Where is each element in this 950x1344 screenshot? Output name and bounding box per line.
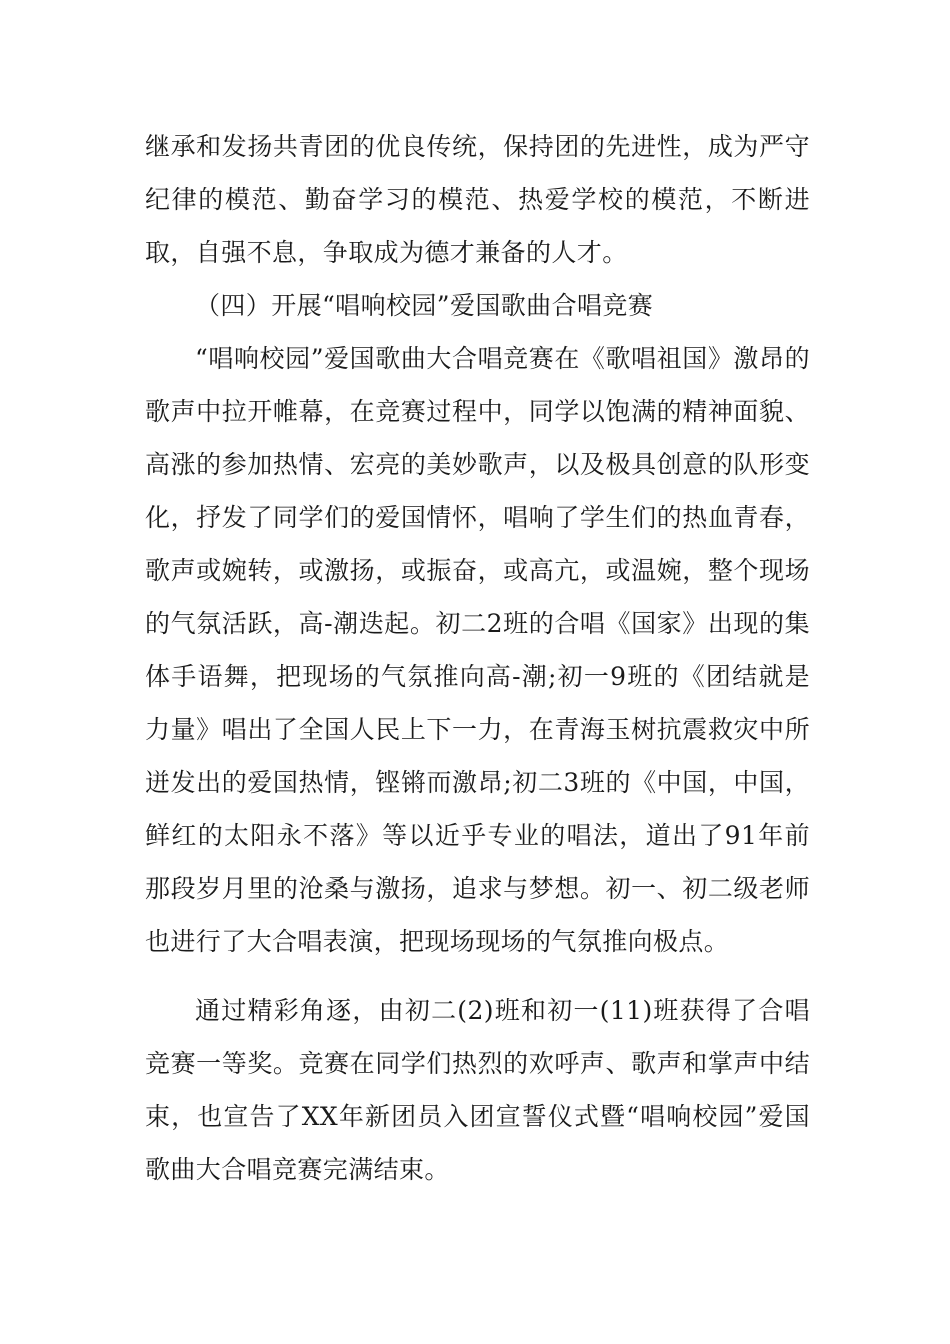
- document-body: [145, 120, 810, 1196]
- section-heading: （四）开展“唱响校园”爱国歌曲合唱竞赛: [195, 291, 654, 320]
- paragraph-contest-description: “唱响校园”爱国歌曲大合唱竞赛在《歌唱祖国》激昂的歌声中拉开帷幕，在竞赛过程中，同学以饱满的精神面貌、高涨的参加热情、宏亮的美妙歌声，以及极具创意的队形变化，抒发了同学们的爱国情怀，唱响了学生们的热血青春，歌声或婉转，或激扬，或振奋，或高亢，或温婉，整个现场的气氛活跃，高-潮迭起。初二2班的合唱《国家》出现的集体手语舞，把现场的气氛推向高-潮;初一9班的《团结就是力量》唱出了全国人民上下一力，在青海玉树抗震救灾中所迸发出的爱国热情，铿锵而激昂;初二3班的《中国，中国，鲜红的太阳永不落》等以近乎专业的唱法，道出了91年前那段岁月里的沧桑与激扬，追求与梦想。初一、初二级老师也进行了大合唱表演，把现场现场的气氛推向极点。: [145, 344, 810, 956]
- paragraph-continuation: 继承和发扬共青团的优良传统，保持团的先进性，成为严守纪律的模范、勤奋学习的模范、热爱学校的模范，不断进取，自强不息，争取成为德才兼备的人才。: [145, 132, 810, 267]
- paragraph-contest-result: 通过精彩角逐，由初二(2)班和初一(11)班获得了合唱竞赛一等奖。竞赛在同学们热烈的欢呼声、歌声和掌声中结束，也宣告了XX年新团员入团宣誓仪式暨“唱响校园”爱国歌曲大合唱竞赛完满结束。: [145, 996, 810, 1184]
